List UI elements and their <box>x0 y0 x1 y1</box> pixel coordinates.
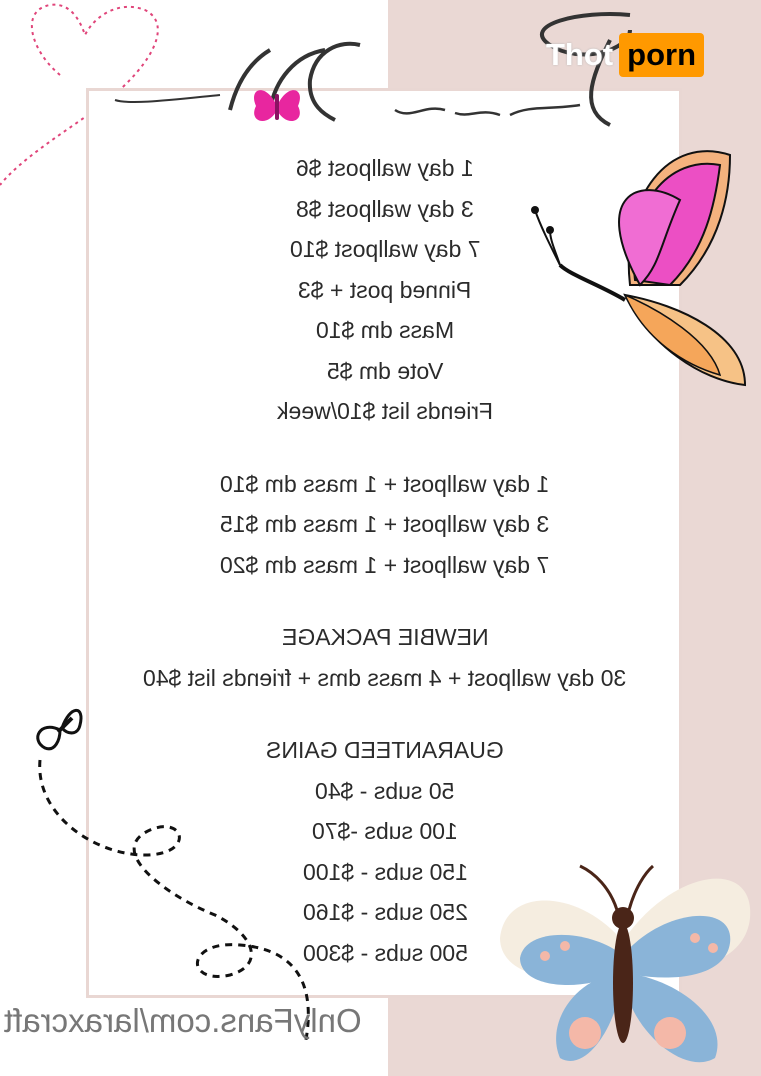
bundle-item: 7 day wallpost + 1 mass dm $20 <box>220 551 550 578</box>
watermark-right-text: porn <box>619 33 704 77</box>
newbie-package-heading: NEWBIE PACKAGE <box>281 624 489 650</box>
gains-item: 100 subs -$70 <box>312 818 458 844</box>
onlyfans-link-text: OnlyFans.com/laraxcraft <box>4 1002 362 1039</box>
gains-item: 150 subs - $100 <box>302 858 468 885</box>
menu-item: 1 day wallpost $6 <box>296 155 474 181</box>
menu-item: 3 day wallpost $8 <box>296 195 474 222</box>
gains-item: 50 subs - $40 <box>315 777 455 804</box>
guaranteed-gains-heading: GUARANTEED GAINS <box>266 737 504 763</box>
pink-butterfly-small-icon <box>248 80 306 132</box>
watermark-left-text: Thot <box>546 37 614 72</box>
blue-butterfly-icon <box>485 848 760 1076</box>
menu-item: Friends list $10/week <box>276 398 494 424</box>
menu-item: Mass dm $10 <box>315 317 455 343</box>
menu-item: Vote dm $5 <box>326 357 444 384</box>
menu-item: Pinned post + $3 <box>298 276 472 303</box>
menu-item: 7 day wallpost $10 <box>289 236 481 262</box>
gains-item: 500 subs - $300 <box>302 939 468 966</box>
bundle-item: 1 day wallpost + 1 mass dm $10 <box>220 470 550 497</box>
thotporn-watermark <box>546 30 704 80</box>
bundle-item: 3 day wallpost + 1 mass dm $15 <box>220 511 550 537</box>
newbie-package-item: 30 day wallpost + 4 mass dms + friends list $40 <box>143 664 627 691</box>
gains-item: 250 subs - $160 <box>302 899 468 925</box>
